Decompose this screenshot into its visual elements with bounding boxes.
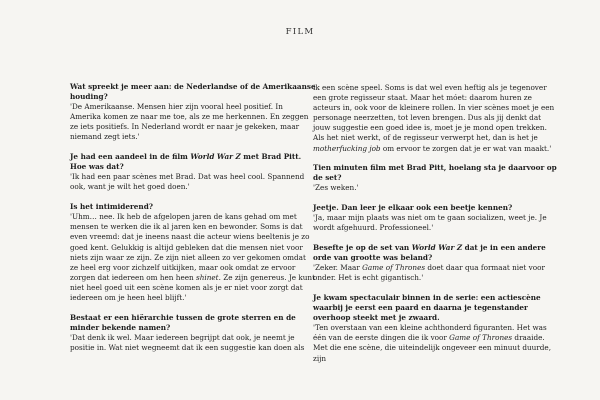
question: Je kwam spectaculair binnen in de serie: een actiescène waarbij je eerst een paard en daarna je tegenstander overhoop steekt met je zwaard. — [313, 292, 541, 323]
qa-block — [313, 83, 559, 154]
emphasis: shinet — [196, 272, 219, 282]
answer: 'Zes weken.' — [313, 183, 359, 193]
series-title: Game of Thrones — [449, 333, 513, 343]
question: Besefte je op de set van World War Z dat je in een andere orde van grootte was beland? — [313, 243, 546, 263]
film-title: World War Z — [190, 152, 241, 162]
qa-block — [70, 82, 316, 143]
question: Wat spreekt je meer aan: de Nederlandse of de Amerikaanse houding? — [70, 82, 316, 102]
answer: 'Zeker. Maar Game of Thrones doet daar qua formaat niet voor onder. Het is echt gigantisch.' — [313, 263, 545, 283]
qa-block — [70, 152, 316, 192]
answer: 'Ja, maar mijn plaats was niet om te gaan socializen, weet je. Je wordt afgehuurd. Professioneel.' — [313, 213, 547, 233]
question: Je had een aandeel in de film World War Z met Brad Pitt. Hoe was dat? — [70, 152, 302, 172]
qa-block — [313, 293, 559, 364]
question: Jeetje. Dan leer je elkaar ook een beetje kennen? — [313, 203, 513, 213]
answer: 'Ik had een paar scènes met Brad. Dat was heel cool. Spannend ook, want je wilt het goed doen.' — [70, 172, 305, 192]
series-title: Game of Thrones — [362, 263, 426, 273]
answer: 'Dat denk ik wel. Maar iedereen begrijpt dat ook, je neemt je positie in. Wat niet wegneemt dat ik een suggestie kan doen als — [70, 332, 305, 352]
qa-block — [70, 202, 316, 303]
answer: 'Uhm… nee. Ik heb de afgelopen jaren de kans gehad om met mensen te werken die ik al jaren ken en bewonder. Soms is dat even vreemd: dat je ineens naast die acteur wiens beeltenis je zo goed kent. Gelukkig is altijd gebleken dat die mensen niet voor niets zijn waar ze zijn. Ze zijn niet alleen zo ver gekomen omdat ze heel erg voor zichzelf uitkijken, maar ook omdat ze ervoor zorgen dat iedereen om hen heen shinet. Ze zijn genereus. Je kunt niet heel goed uit een scène komen als je er niet voor zorgt dat iedereen om je heen heel blijft.' — [70, 212, 316, 302]
answer: 'De Amerikaanse. Mensen hier zijn vooral heel positief. In Amerika komen ze naar me toe, als ze me herkennen. En zeggen ze iets positiefs. In Nederland wordt er naar je gekeken, maar niemand zegt iets.' — [70, 102, 309, 142]
answer: 'Ten overstaan van een kleine achthonderd figuranten. Het was één van de eerste dingen die ik voor Game of Thrones draaide. Met die ene scène, die uiteindelijk ongeveer een minuut duurde, zijn — [313, 323, 552, 363]
emphasis: motherfucking job — [313, 143, 381, 153]
question: Is het intimiderend? — [70, 202, 154, 212]
qa-block — [70, 313, 316, 353]
question: Tien minuten film met Brad Pitt, hoelang sta je daarvoor op de set? — [313, 163, 557, 183]
section-label: FILM — [285, 27, 315, 37]
qa-block — [313, 243, 559, 283]
question: Bestaat er een hiërarchie tussen de grote sterren en de minder bekende namen? — [70, 312, 296, 332]
qa-block — [313, 163, 559, 193]
right-column — [313, 83, 559, 373]
answer: ik een scène speel. Soms is dat wel even heftig als je tegenover een grote regisseur staat. Maar het móet: daarom huren ze acteurs in, ook voor de kleinere rollen. In vier scènes moet je een personage neerzetten, tot leven brengen. Dus als jij denkt dat jouw suggestie een goed idee is, moet je je mond open trekken. Als het niet werkt, of de regisseur verwerpt het, dan is het je motherfucking job om ervoor te zorgen dat je er wat van maakt.' — [313, 83, 555, 153]
left-column — [70, 82, 316, 363]
qa-block — [313, 203, 559, 233]
film-title: World War Z — [411, 243, 463, 252]
